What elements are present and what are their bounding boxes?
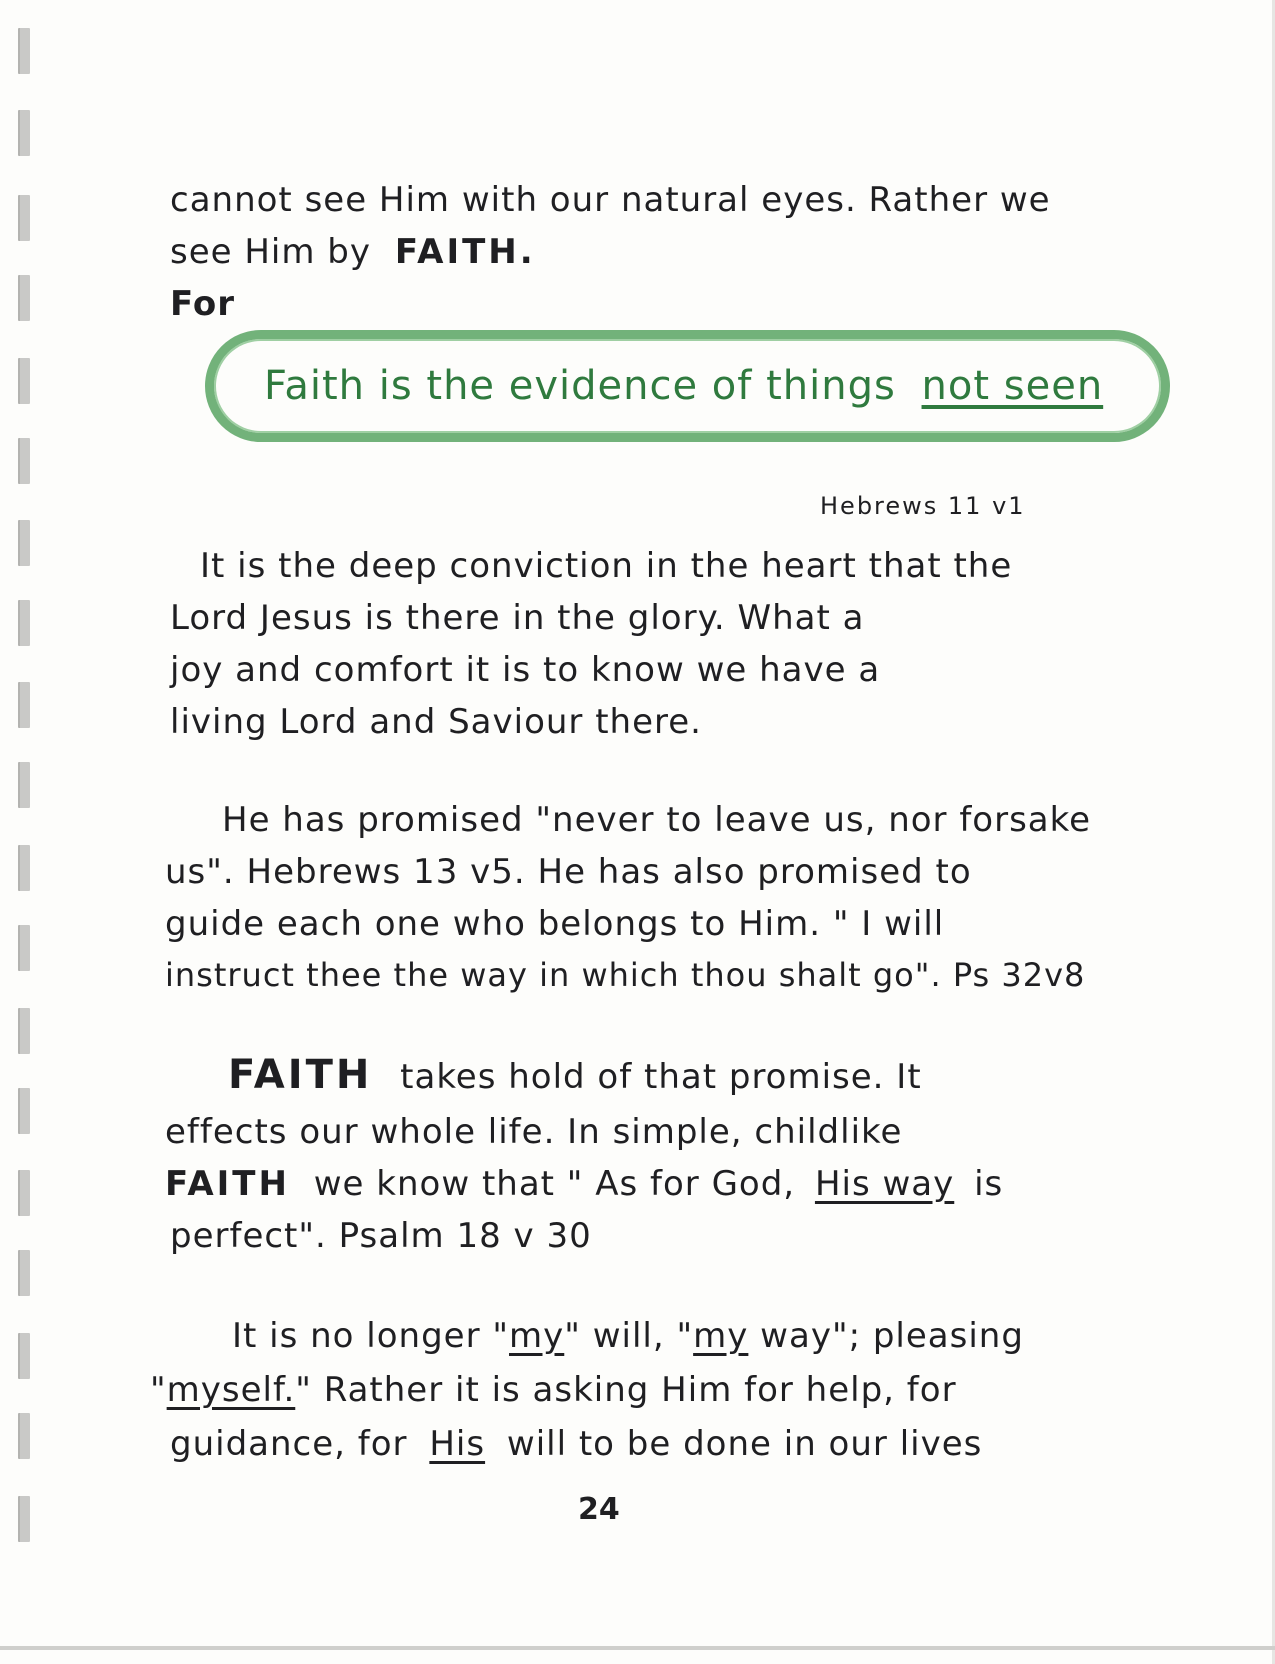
text-span: guidance, for (170, 1424, 408, 1464)
text-span: " Rather it is asking Him for help, for (295, 1370, 957, 1410)
text-span: It is no longer " (232, 1316, 510, 1356)
text-span: " will, " (564, 1316, 694, 1356)
binding-hole (18, 600, 30, 646)
text-line: It is the deep conviction in the heart that the (200, 546, 1013, 586)
text-line (170, 232, 536, 272)
scripture-callout (205, 330, 1170, 442)
faith-emphasis: FAITH. (394, 232, 536, 272)
spiral-binding (18, 0, 32, 1664)
binding-hole (18, 195, 30, 241)
text-line: cannot see Him with our natural eyes. Rather we (170, 180, 1051, 220)
binding-hole (18, 28, 30, 74)
binding-hole (18, 682, 30, 728)
binding-hole (18, 1170, 30, 1216)
underlined-text: my (693, 1316, 749, 1356)
text-line: guide each one who belongs to Him. " I will (165, 904, 945, 944)
text-line: living Lord and Saviour there. (170, 702, 702, 742)
underlined-text: His (429, 1424, 486, 1464)
binding-hole (18, 110, 30, 156)
text-line: us". Hebrews 13 v5. He has also promised to (165, 852, 972, 892)
text-line (165, 1164, 1003, 1204)
text-line (170, 1424, 982, 1464)
underlined-text: His way (814, 1164, 955, 1204)
binding-hole (18, 520, 30, 566)
binding-hole (18, 845, 30, 891)
text-span: we know that " As for God, (313, 1164, 796, 1204)
text-span: is (974, 1164, 1004, 1204)
text-span: way"; pleasing (748, 1316, 1024, 1356)
binding-hole (18, 1333, 30, 1379)
underlined-text: my (509, 1316, 565, 1356)
binding-hole (18, 925, 30, 971)
binding-hole (18, 1496, 30, 1542)
text-span: takes hold of that promise. It (400, 1057, 922, 1097)
binding-hole (18, 358, 30, 404)
page-number: 24 (578, 1492, 620, 1527)
callout-text (264, 363, 1103, 409)
text-span: " (150, 1370, 167, 1410)
text-line (228, 1052, 922, 1098)
text-line (150, 1370, 957, 1410)
scripture-reference: Hebrews 11 v1 (820, 492, 1026, 520)
text-line: perfect". Psalm 18 v 30 (170, 1216, 592, 1256)
text-line: For (170, 284, 235, 324)
binding-hole (18, 1413, 30, 1459)
text-line (232, 1316, 1024, 1356)
text-line: instruct thee the way in which thou shalt go". Ps 32v8 (165, 956, 1086, 994)
text-line: He has promised "never to leave us, nor forsake (222, 800, 1092, 840)
callout-text-underlined: not seen (921, 363, 1104, 409)
text-line: Lord Jesus is there in the glory. What a (170, 598, 865, 638)
text-span: will to be done in our lives (506, 1424, 983, 1464)
binding-hole (18, 762, 30, 808)
binding-hole (18, 1250, 30, 1296)
underlined-text: myself. (166, 1370, 296, 1410)
binding-hole (18, 275, 30, 321)
callout-text-main: Faith is the evidence of things (264, 363, 896, 409)
faith-emphasis: FAITH (228, 1052, 373, 1098)
faith-emphasis: FAITH (165, 1164, 290, 1204)
page-bottom-edge (0, 1646, 1275, 1650)
text-span: see Him by (170, 232, 372, 272)
binding-hole (18, 438, 30, 484)
text-line: effects our whole life. In simple, childlike (165, 1112, 903, 1152)
binding-hole (18, 1088, 30, 1134)
text-line: joy and comfort it is to know we have a (170, 650, 881, 690)
binding-hole (18, 1008, 30, 1054)
